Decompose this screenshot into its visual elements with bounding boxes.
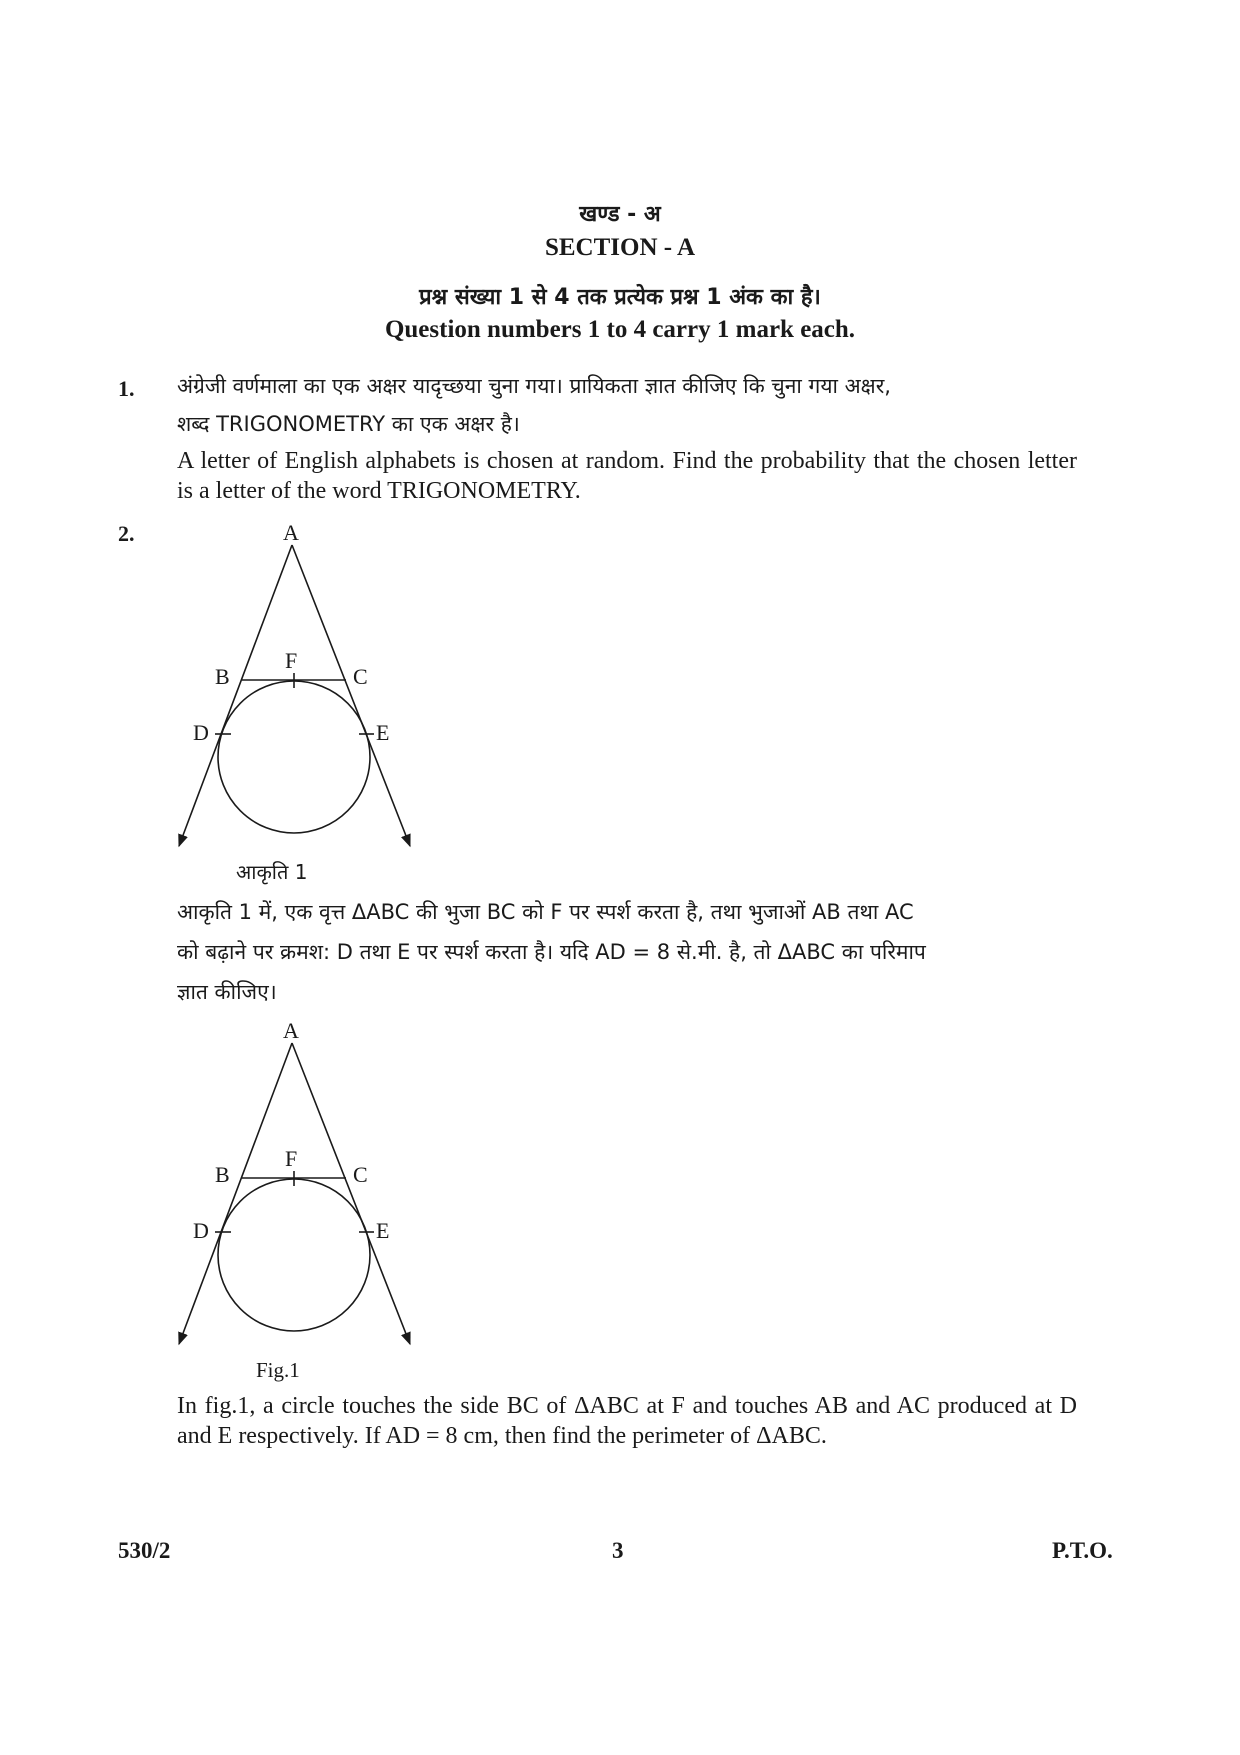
- point-label-d: D: [193, 720, 209, 745]
- point-label-f: F: [285, 1146, 298, 1171]
- point-label-f: F: [285, 648, 298, 673]
- figure-point-labels-english: [193, 1018, 389, 1243]
- figure-point-labels: [193, 520, 389, 745]
- instruction-english: Question numbers 1 to 4 carry 1 mark each.: [384, 316, 856, 343]
- please-turn-over: P.T.O.: [1052, 1538, 1113, 1563]
- point-label-e: E: [376, 720, 390, 745]
- figure-caption-hindi: आकृति 1: [236, 860, 308, 884]
- question-1-hindi-line-1: अंग्रेजी वर्णमाला का एक अक्षर यादृच्छया चुना गया। प्रायिकता ज्ञात कीजिए कि चुना गया अक्षर,: [177, 374, 891, 398]
- point-label-c: C: [353, 1162, 368, 1187]
- point-label-b: B: [215, 664, 230, 689]
- point-label-d: D: [193, 1218, 209, 1243]
- question-number: 2.: [118, 521, 135, 546]
- point-label-a: A: [283, 520, 299, 545]
- point-label-a: A: [283, 1018, 299, 1043]
- section-title-english: SECTION - A: [544, 234, 696, 261]
- question-1-english-text: A letter of English alphabets is chosen at random. Find the probability that the chosen letter is a letter of the word TRIGONOMETRY.: [177, 448, 1077, 504]
- question-2-hindi-line-3: ज्ञात कीजिए।: [177, 980, 277, 1004]
- paper-code: 530/2: [118, 1538, 171, 1563]
- point-label-c: C: [353, 664, 368, 689]
- tangent-circle-figure-english: [179, 1043, 410, 1344]
- point-label-b: B: [215, 1162, 230, 1187]
- question-2-english-text: In fig.1, a circle touches the side BC of ΔABC at F and touches AB and AC produced at D and E respectively. If AD = 8 cm, then find the perimeter of ΔABC.: [177, 1393, 1077, 1449]
- section-title-hindi: खण्ड - अ: [579, 202, 661, 227]
- question-number: 1.: [118, 376, 135, 401]
- figure-caption-english: Fig.1: [256, 1358, 300, 1382]
- question-1-hindi-line-2: शब्द TRIGONOMETRY का एक अक्षर है।: [177, 412, 520, 436]
- question-2-hindi-line-2: को बढ़ाने पर क्रमश: D तथा E पर स्पर्श करता है। यदि AD = 8 से.मी. है, तो ΔABC का परिमाप: [177, 940, 926, 964]
- page-number: 3: [612, 1538, 624, 1563]
- point-label-e: E: [376, 1218, 390, 1243]
- question-2-hindi-line-1: आकृति 1 में, एक वृत्त ΔABC की भुजा BC को F पर स्पर्श करता है, तथा भुजाओं AB तथा AC: [177, 900, 914, 924]
- instruction-hindi: प्रश्न संख्या 1 से 4 तक प्रत्येक प्रश्न 1 अंक का है।: [419, 285, 821, 310]
